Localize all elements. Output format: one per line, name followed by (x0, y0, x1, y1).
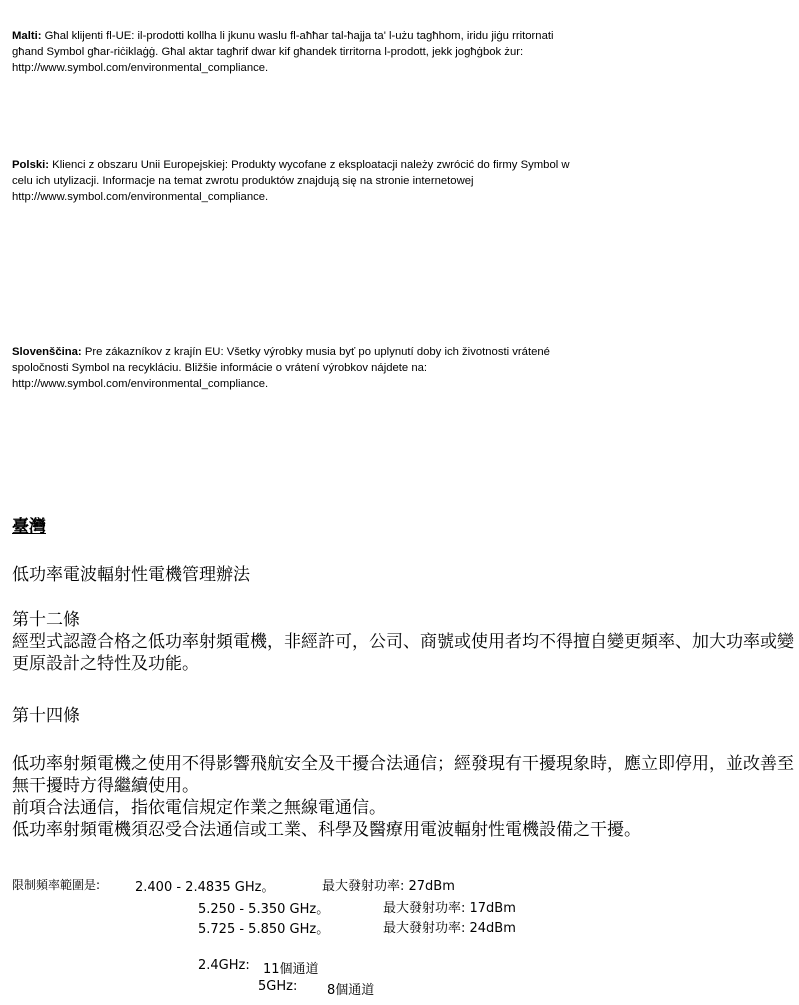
article-14-text: 低功率射頻電機須忍受合法通信或工業、科學及醫療用電波輻射性電機設備之干擾。 (12, 820, 641, 840)
article-14-text: 前項合法通信，指依電信規定作業之無線電通信。 (12, 798, 386, 818)
notice-text: Klienci z obszaru Unii Europejskiej: Produkty wycofane z eksploatacji należy zwrócić do firmy Symbol w celu ich utylizacji. Informacje na temat zwrotu produktów znajdują się na stronie internetowej http://www.symbol.com/environmental_compliance. (12, 159, 570, 203)
notice-language-label: Slovenščina: (12, 346, 82, 358)
notice-slovak (12, 344, 572, 392)
max-power: 最大發射功率: 27dBm (322, 879, 455, 894)
notice-text: Pre zákazníkov z krajín EU: Všetky výrobky musia byť po uplynutí doby ich životnosti vrátené spoločnosti Symbol na recykláciu. Bližšie informácie o vrátení výrobkov nájdete na: http://www.symbol.com/environmental_compliance. (12, 346, 550, 390)
frequency-range: 5.725 - 5.850 GHz。 (198, 922, 330, 937)
notice-language-label: Malti: (12, 30, 42, 42)
channel-count: 11個通道 (263, 962, 319, 977)
article-14-text: 低功率射頻電機之使用不得影響飛航安全及干擾合法通信；經發現有干擾現象時，應立即停用，並改善至無干擾時方得繼續使用。 (12, 754, 794, 796)
channel-band: 2.4GHz: (198, 958, 250, 973)
frequency-label: 限制頻率範圍是: (12, 878, 101, 892)
article-14-title: 第十四條 (12, 706, 80, 726)
frequency-range: 2.400 - 2.4835 GHz。 (135, 880, 275, 895)
regulation-title: 低功率電波輻射性電機管理辦法 (12, 565, 250, 585)
notice-polish (12, 157, 572, 205)
article-12-title: 第十二條 (12, 610, 80, 630)
article-12-text: 經型式認證合格之低功率射頻電機，非經許可，公司、商號或使用者均不得擅自變更頻率、加大功率或變更原設計之特性及功能。 (12, 632, 794, 674)
notice-text: Għal klijenti fl-UE: il-prodotti kollha li jkunu waslu fl-aħħar tal-ħajja ta' l-użu tagħhom, iridu jiġu rritornati għand Symbol għar-riċiklaġġ. Għal aktar tagħrif dwar kif għandek tirritorna l-prodott, jekk jogħġbok żur: http://www.symbol.com/environmental_compliance. (12, 30, 554, 74)
max-power: 最大發射功率: 17dBm (383, 901, 516, 916)
frequency-range: 5.250 - 5.350 GHz。 (198, 902, 330, 917)
channel-count: 8個通道 (327, 983, 375, 998)
notice-maltese (12, 28, 572, 76)
max-power: 最大發射功率: 24dBm (383, 921, 516, 936)
taiwan-heading: 臺灣 (12, 517, 46, 537)
notice-language-label: Polski: (12, 159, 50, 171)
channel-band: 5GHz: (258, 979, 298, 994)
